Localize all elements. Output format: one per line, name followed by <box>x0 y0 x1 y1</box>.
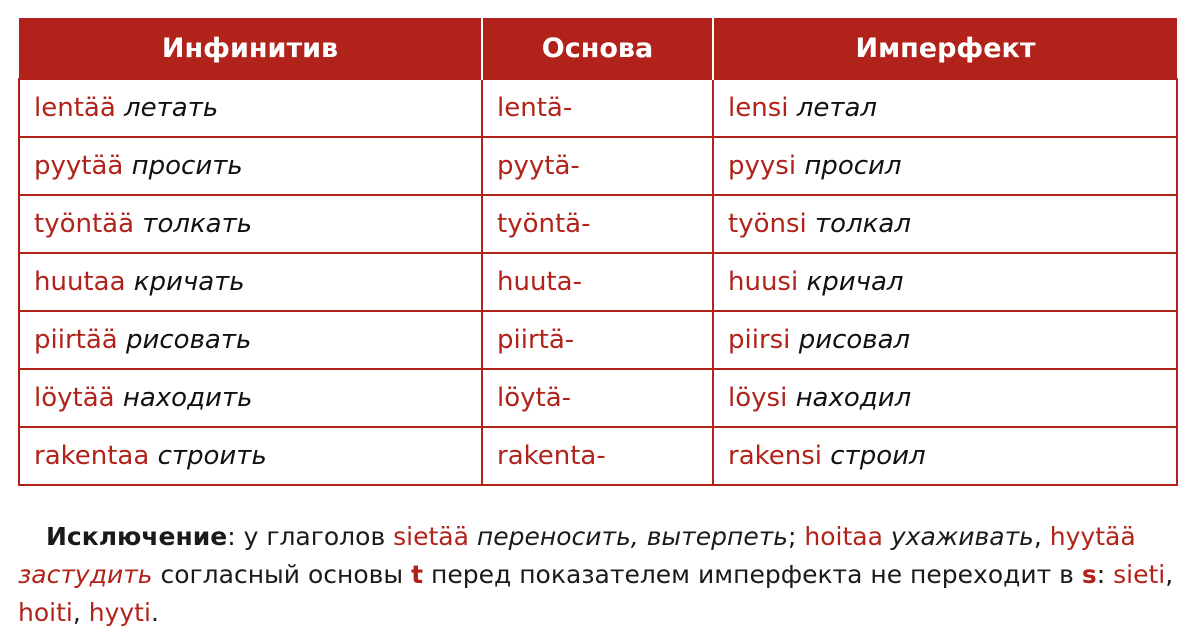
cell-imperfect: lensi летал <box>713 79 1177 137</box>
cell-stem: löytä- <box>482 369 713 427</box>
cell-infinitive: piirtää рисовать <box>19 311 482 369</box>
note-letter-t: t <box>411 560 424 589</box>
note-word-2: hoitaa <box>804 522 883 551</box>
cell-infinitive: löytää находить <box>19 369 482 427</box>
cell-imperfect: löysi находил <box>713 369 1177 427</box>
cell-infinitive: pyytää просить <box>19 137 482 195</box>
cell-imperfect: pyysi просил <box>713 137 1177 195</box>
note-label: Исключение <box>46 522 228 551</box>
verb-table <box>18 18 1178 486</box>
cell-stem: piirtä- <box>482 311 713 369</box>
cell-imperfect: piirsi рисовал <box>713 311 1177 369</box>
note-word-3: hyytää <box>1049 522 1136 551</box>
cell-stem: työntä- <box>482 195 713 253</box>
cell-stem: pyytä- <box>482 137 713 195</box>
table-row <box>19 137 1177 195</box>
verb-table-container <box>18 18 1176 486</box>
cell-infinitive: työntää толкать <box>19 195 482 253</box>
note-word-1: sietää <box>393 522 469 551</box>
cell-imperfect: rakensi строил <box>713 427 1177 485</box>
cell-imperfect: työnsi толкал <box>713 195 1177 253</box>
table-row <box>19 311 1177 369</box>
table-row <box>19 253 1177 311</box>
table-row <box>19 427 1177 485</box>
table-row <box>19 79 1177 137</box>
exception-note: Исключение: у глаголов sietää переносить, вытерпеть; hoitaa ухаживать, hyytää застудить согласный основы t перед показателем имперфекта не переходит в s: sieti, hoiti, hyyti. <box>18 522 1174 627</box>
cell-infinitive: lentää летать <box>19 79 482 137</box>
table-row <box>19 369 1177 427</box>
header-imperfect: Имперфект <box>713 18 1177 79</box>
cell-stem: rakenta- <box>482 427 713 485</box>
header-stem: Основа <box>482 18 713 79</box>
note-letter-s: s <box>1081 560 1097 589</box>
cell-stem: lentä- <box>482 79 713 137</box>
cell-infinitive: rakentaa строить <box>19 427 482 485</box>
cell-imperfect: huusi кричал <box>713 253 1177 311</box>
cell-infinitive: huutaa кричать <box>19 253 482 311</box>
table-row <box>19 195 1177 253</box>
header-infinitive: Инфинитив <box>19 18 482 79</box>
cell-stem: huuta- <box>482 253 713 311</box>
table-header-row <box>19 18 1177 79</box>
